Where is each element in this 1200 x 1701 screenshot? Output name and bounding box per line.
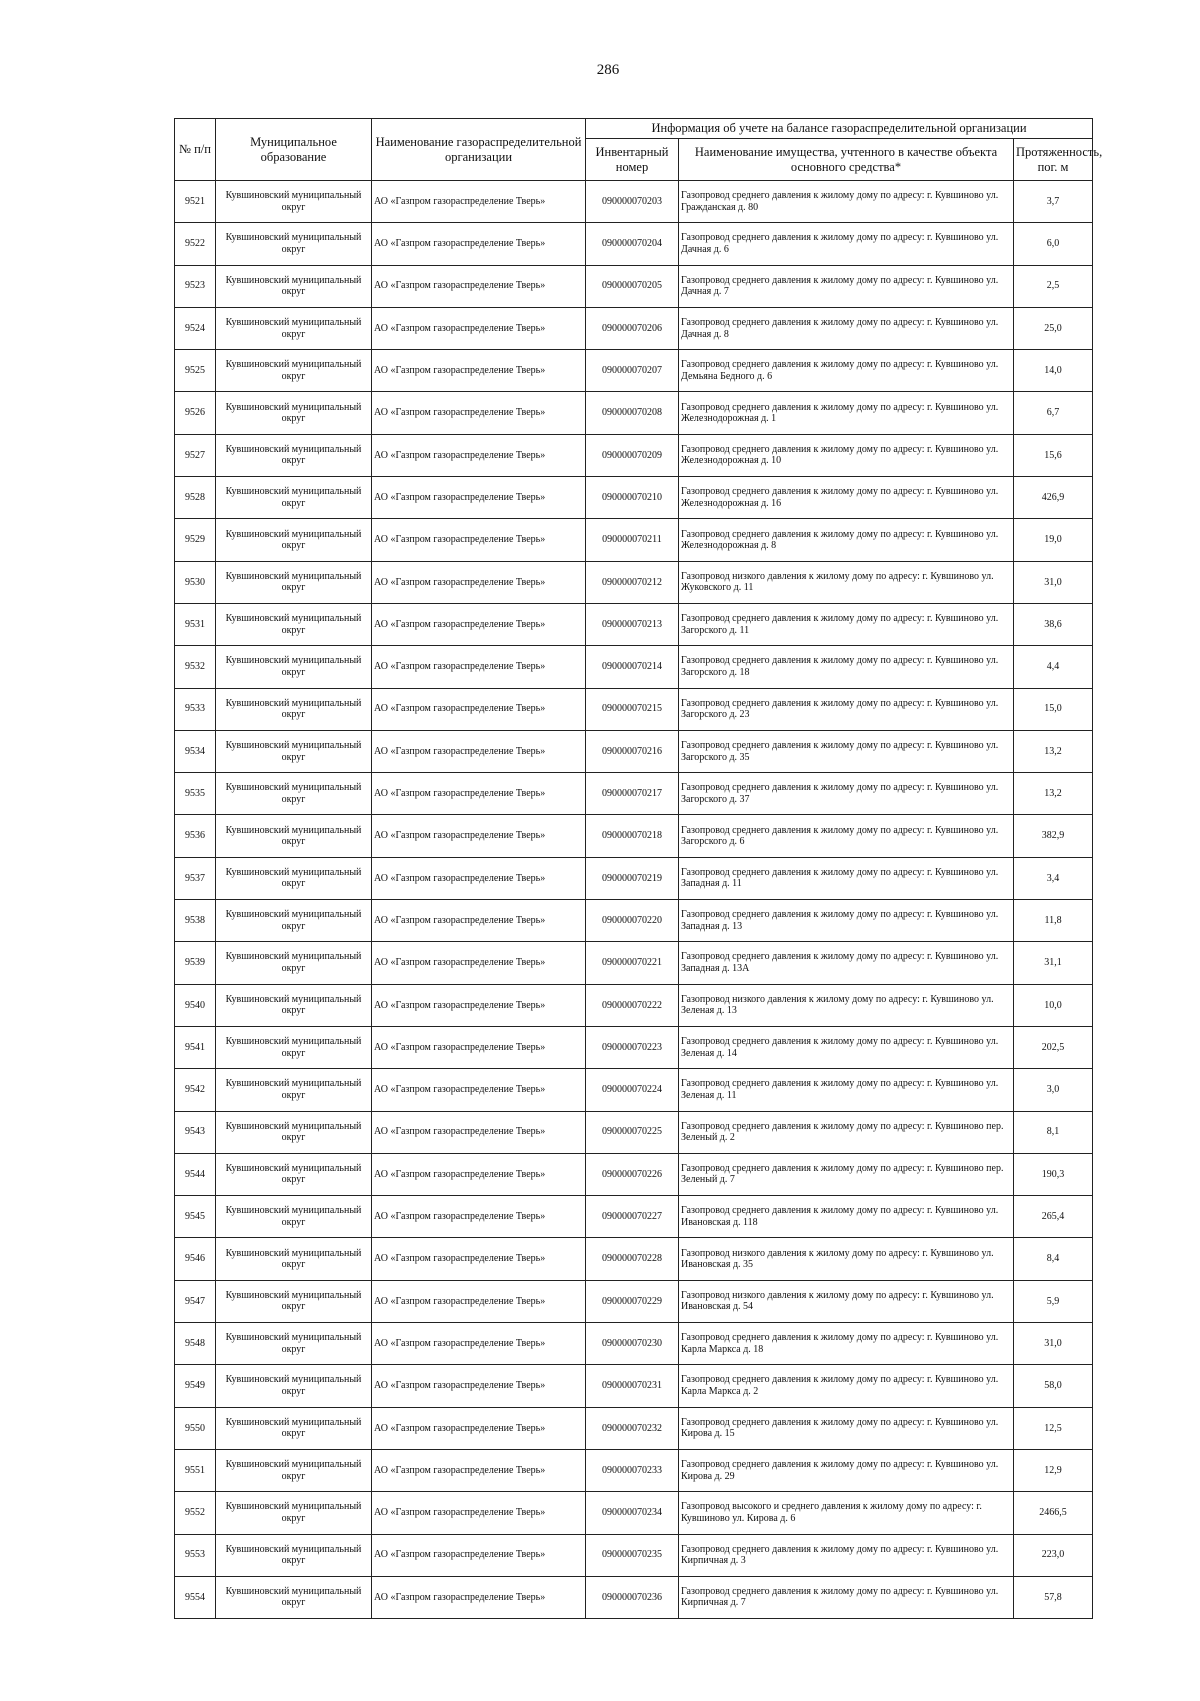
table-row <box>175 730 1093 772</box>
cell-number: 9534 <box>175 730 216 772</box>
cell-organization: АО «Газпром газораспределение Тверь» <box>372 519 586 561</box>
col-header-municipality: Муниципальное образование <box>216 119 372 181</box>
cell-number: 9536 <box>175 815 216 857</box>
cell-inventory: 090000070207 <box>586 350 679 392</box>
cell-number: 9532 <box>175 646 216 688</box>
cell-organization: АО «Газпром газораспределение Тверь» <box>372 1238 586 1280</box>
col-header-inventory: Инвентарный номер <box>586 139 679 181</box>
cell-length: 12,9 <box>1014 1449 1093 1491</box>
cell-property-name: Газопровод среднего давления к жилому дому по адресу: г. Кувшиново ул. Загорского д. 11 <box>679 603 1014 645</box>
cell-length: 13,2 <box>1014 730 1093 772</box>
cell-property-name: Газопровод среднего давления к жилому дому по адресу: г. Кувшиново ул. Зеленая д. 14 <box>679 1026 1014 1068</box>
cell-length: 4,4 <box>1014 646 1093 688</box>
col-header-property-name: Наименование имущества, учтенного в качестве объекта основного средства* <box>679 139 1014 181</box>
cell-organization: АО «Газпром газораспределение Тверь» <box>372 1069 586 1111</box>
cell-municipality: Кувшиновский муниципальный округ <box>216 181 372 223</box>
cell-property-name: Газопровод среднего давления к жилому дому по адресу: г. Кувшиново ул. Железнодорожная д. 8 <box>679 519 1014 561</box>
cell-inventory: 090000070227 <box>586 1196 679 1238</box>
cell-inventory: 090000070220 <box>586 900 679 942</box>
cell-inventory: 090000070216 <box>586 730 679 772</box>
cell-inventory: 090000070235 <box>586 1534 679 1576</box>
cell-length: 31,0 <box>1014 561 1093 603</box>
cell-number: 9521 <box>175 181 216 223</box>
cell-number: 9523 <box>175 265 216 307</box>
cell-length: 13,2 <box>1014 773 1093 815</box>
cell-municipality: Кувшиновский муниципальный округ <box>216 223 372 265</box>
cell-inventory: 090000070212 <box>586 561 679 603</box>
cell-municipality: Кувшиновский муниципальный округ <box>216 1026 372 1068</box>
cell-organization: АО «Газпром газораспределение Тверь» <box>372 223 586 265</box>
cell-inventory: 090000070213 <box>586 603 679 645</box>
cell-municipality: Кувшиновский муниципальный округ <box>216 1196 372 1238</box>
cell-municipality: Кувшиновский муниципальный округ <box>216 1534 372 1576</box>
cell-organization: АО «Газпром газораспределение Тверь» <box>372 392 586 434</box>
cell-property-name: Газопровод среднего давления к жилому дому по адресу: г. Кувшиново пер. Зеленый д. 7 <box>679 1153 1014 1195</box>
cell-property-name: Газопровод среднего давления к жилому дому по адресу: г. Кувшиново ул. Железнодорожная д. 1 <box>679 392 1014 434</box>
cell-number: 9547 <box>175 1280 216 1322</box>
cell-number: 9535 <box>175 773 216 815</box>
cell-property-name: Газопровод среднего давления к жилому дому по адресу: г. Кувшиново ул. Кирова д. 29 <box>679 1449 1014 1491</box>
cell-property-name: Газопровод среднего давления к жилому дому по адресу: г. Кувшиново пер. Зеленый д. 2 <box>679 1111 1014 1153</box>
cell-property-name: Газопровод низкого давления к жилому дому по адресу: г. Кувшиново ул. Жуковского д. 11 <box>679 561 1014 603</box>
cell-municipality: Кувшиновский муниципальный округ <box>216 519 372 561</box>
cell-municipality: Кувшиновский муниципальный округ <box>216 350 372 392</box>
cell-number: 9524 <box>175 307 216 349</box>
cell-number: 9548 <box>175 1323 216 1365</box>
table-row <box>175 1153 1093 1195</box>
cell-municipality: Кувшиновский муниципальный округ <box>216 392 372 434</box>
cell-length: 14,0 <box>1014 350 1093 392</box>
cell-property-name: Газопровод низкого давления к жилому дому по адресу: г. Кувшиново ул. Ивановская д. 54 <box>679 1280 1014 1322</box>
cell-number: 9542 <box>175 1069 216 1111</box>
col-header-organization: Наименование газораспределительной организации <box>372 119 586 181</box>
cell-inventory: 090000070214 <box>586 646 679 688</box>
cell-length: 19,0 <box>1014 519 1093 561</box>
cell-organization: АО «Газпром газораспределение Тверь» <box>372 181 586 223</box>
cell-inventory: 090000070233 <box>586 1449 679 1491</box>
cell-number: 9553 <box>175 1534 216 1576</box>
cell-inventory: 090000070234 <box>586 1492 679 1534</box>
cell-inventory: 090000070232 <box>586 1407 679 1449</box>
cell-number: 9554 <box>175 1576 216 1618</box>
cell-municipality: Кувшиновский муниципальный округ <box>216 984 372 1026</box>
cell-inventory: 090000070206 <box>586 307 679 349</box>
table-row <box>175 603 1093 645</box>
table-row <box>175 1111 1093 1153</box>
cell-property-name: Газопровод среднего давления к жилому дому по адресу: г. Кувшиново ул. Загорского д. 37 <box>679 773 1014 815</box>
cell-municipality: Кувшиновский муниципальный округ <box>216 1280 372 1322</box>
cell-organization: АО «Газпром газораспределение Тверь» <box>372 1365 586 1407</box>
table-row <box>175 181 1093 223</box>
cell-organization: АО «Газпром газораспределение Тверь» <box>372 1492 586 1534</box>
cell-length: 202,5 <box>1014 1026 1093 1068</box>
cell-property-name: Газопровод среднего давления к жилому дому по адресу: г. Кувшиново ул. Западная д. 11 <box>679 857 1014 899</box>
cell-property-name: Газопровод среднего давления к жилому дому по адресу: г. Кувшиново ул. Железнодорожная д. 10 <box>679 434 1014 476</box>
cell-inventory: 090000070205 <box>586 265 679 307</box>
cell-inventory: 090000070229 <box>586 1280 679 1322</box>
cell-organization: АО «Газпром газораспределение Тверь» <box>372 815 586 857</box>
cell-municipality: Кувшиновский муниципальный округ <box>216 477 372 519</box>
cell-property-name: Газопровод среднего давления к жилому дому по адресу: г. Кувшиново ул. Западная д. 13 <box>679 900 1014 942</box>
cell-organization: АО «Газпром газораспределение Тверь» <box>372 1111 586 1153</box>
cell-inventory: 090000070228 <box>586 1238 679 1280</box>
cell-inventory: 090000070204 <box>586 223 679 265</box>
cell-property-name: Газопровод среднего давления к жилому дому по адресу: г. Кувшиново ул. Дачная д. 6 <box>679 223 1014 265</box>
table-row <box>175 1280 1093 1322</box>
table-row <box>175 307 1093 349</box>
cell-length: 3,0 <box>1014 1069 1093 1111</box>
cell-number: 9528 <box>175 477 216 519</box>
cell-number: 9525 <box>175 350 216 392</box>
cell-municipality: Кувшиновский муниципальный округ <box>216 603 372 645</box>
cell-organization: АО «Газпром газораспределение Тверь» <box>372 984 586 1026</box>
table-row <box>175 1492 1093 1534</box>
cell-length: 15,6 <box>1014 434 1093 476</box>
cell-municipality: Кувшиновский муниципальный округ <box>216 1323 372 1365</box>
cell-length: 11,8 <box>1014 900 1093 942</box>
cell-organization: АО «Газпром газораспределение Тверь» <box>372 1026 586 1068</box>
cell-property-name: Газопровод среднего давления к жилому дому по адресу: г. Кувшиново ул. Карла Маркса д. 2 <box>679 1365 1014 1407</box>
cell-property-name: Газопровод среднего давления к жилому дому по адресу: г. Кувшиново ул. Кирпичная д. 7 <box>679 1576 1014 1618</box>
cell-number: 9543 <box>175 1111 216 1153</box>
cell-inventory: 090000070219 <box>586 857 679 899</box>
cell-length: 8,4 <box>1014 1238 1093 1280</box>
cell-organization: АО «Газпром газораспределение Тверь» <box>372 307 586 349</box>
cell-inventory: 090000070221 <box>586 942 679 984</box>
cell-organization: АО «Газпром газораспределение Тверь» <box>372 646 586 688</box>
cell-property-name: Газопровод среднего давления к жилому дому по адресу: г. Кувшиново ул. Зеленая д. 11 <box>679 1069 1014 1111</box>
cell-number: 9537 <box>175 857 216 899</box>
cell-length: 58,0 <box>1014 1365 1093 1407</box>
cell-inventory: 090000070203 <box>586 181 679 223</box>
cell-length: 31,1 <box>1014 942 1093 984</box>
cell-length: 426,9 <box>1014 477 1093 519</box>
cell-municipality: Кувшиновский муниципальный округ <box>216 1576 372 1618</box>
table-row <box>175 646 1093 688</box>
cell-organization: АО «Газпром газораспределение Тверь» <box>372 350 586 392</box>
cell-length: 57,8 <box>1014 1576 1093 1618</box>
cell-number: 9539 <box>175 942 216 984</box>
cell-number: 9545 <box>175 1196 216 1238</box>
cell-property-name: Газопровод среднего давления к жилому дому по адресу: г. Кувшиново ул. Дачная д. 8 <box>679 307 1014 349</box>
cell-organization: АО «Газпром газораспределение Тверь» <box>372 434 586 476</box>
cell-length: 25,0 <box>1014 307 1093 349</box>
table-row <box>175 561 1093 603</box>
cell-organization: АО «Газпром газораспределение Тверь» <box>372 1153 586 1195</box>
cell-organization: АО «Газпром газораспределение Тверь» <box>372 1407 586 1449</box>
table-row <box>175 1534 1093 1576</box>
cell-municipality: Кувшиновский муниципальный округ <box>216 1153 372 1195</box>
cell-number: 9541 <box>175 1026 216 1068</box>
cell-number: 9544 <box>175 1153 216 1195</box>
cell-number: 9529 <box>175 519 216 561</box>
cell-property-name: Газопровод среднего давления к жилому дому по адресу: г. Кувшиново ул. Загорского д. 23 <box>679 688 1014 730</box>
cell-property-name: Газопровод среднего давления к жилому дому по адресу: г. Кувшиново ул. Загорского д. 35 <box>679 730 1014 772</box>
table-row <box>175 519 1093 561</box>
cell-number: 9551 <box>175 1449 216 1491</box>
cell-organization: АО «Газпром газораспределение Тверь» <box>372 1576 586 1618</box>
col-header-length: Протяженность, пог. м <box>1014 139 1093 181</box>
cell-length: 6,7 <box>1014 392 1093 434</box>
cell-length: 8,1 <box>1014 1111 1093 1153</box>
cell-number: 9549 <box>175 1365 216 1407</box>
cell-property-name: Газопровод среднего давления к жилому дому по адресу: г. Кувшиново ул. Кирова д. 15 <box>679 1407 1014 1449</box>
cell-organization: АО «Газпром газораспределение Тверь» <box>372 265 586 307</box>
cell-inventory: 090000070217 <box>586 773 679 815</box>
cell-municipality: Кувшиновский муниципальный округ <box>216 646 372 688</box>
cell-length: 3,7 <box>1014 181 1093 223</box>
cell-inventory: 090000070236 <box>586 1576 679 1618</box>
cell-length: 190,3 <box>1014 1153 1093 1195</box>
cell-inventory: 090000070218 <box>586 815 679 857</box>
cell-number: 9538 <box>175 900 216 942</box>
register-table <box>174 118 1103 1619</box>
cell-length: 223,0 <box>1014 1534 1093 1576</box>
cell-length: 3,4 <box>1014 857 1093 899</box>
cell-number: 9531 <box>175 603 216 645</box>
table-row <box>175 1196 1093 1238</box>
table-row <box>175 477 1093 519</box>
table-row <box>175 900 1093 942</box>
cell-municipality: Кувшиновский муниципальный округ <box>216 561 372 603</box>
table-row <box>175 688 1093 730</box>
cell-property-name: Газопровод низкого давления к жилому дому по адресу: г. Кувшиново ул. Ивановская д. 35 <box>679 1238 1014 1280</box>
cell-length: 15,0 <box>1014 688 1093 730</box>
cell-number: 9546 <box>175 1238 216 1280</box>
cell-length: 382,9 <box>1014 815 1093 857</box>
cell-property-name: Газопровод низкого давления к жилому дому по адресу: г. Кувшиново ул. Зеленая д. 13 <box>679 984 1014 1026</box>
cell-inventory: 090000070209 <box>586 434 679 476</box>
cell-inventory: 090000070226 <box>586 1153 679 1195</box>
cell-municipality: Кувшиновский муниципальный округ <box>216 857 372 899</box>
table-row <box>175 392 1093 434</box>
cell-organization: АО «Газпром газораспределение Тверь» <box>372 1449 586 1491</box>
cell-organization: АО «Газпром газораспределение Тверь» <box>372 942 586 984</box>
cell-length: 31,0 <box>1014 1323 1093 1365</box>
table-row <box>175 265 1093 307</box>
cell-property-name: Газопровод среднего давления к жилому дому по адресу: г. Кувшиново ул. Карла Маркса д. 18 <box>679 1323 1014 1365</box>
table-row <box>175 1238 1093 1280</box>
col-header-balance-info: Информация об учете на балансе газораспределительной организации <box>586 119 1093 139</box>
cell-number: 9527 <box>175 434 216 476</box>
cell-length: 10,0 <box>1014 984 1093 1026</box>
cell-municipality: Кувшиновский муниципальный округ <box>216 307 372 349</box>
cell-inventory: 090000070230 <box>586 1323 679 1365</box>
cell-organization: АО «Газпром газораспределение Тверь» <box>372 900 586 942</box>
cell-inventory: 090000070210 <box>586 477 679 519</box>
cell-municipality: Кувшиновский муниципальный округ <box>216 1449 372 1491</box>
cell-number: 9552 <box>175 1492 216 1534</box>
cell-property-name: Газопровод высокого и среднего давления к жилому дому по адресу: г. Кувшиново ул. Кирова д. 6 <box>679 1492 1014 1534</box>
table-row <box>175 1407 1093 1449</box>
cell-organization: АО «Газпром газораспределение Тверь» <box>372 477 586 519</box>
cell-property-name: Газопровод среднего давления к жилому дому по адресу: г. Кувшиново ул. Ивановская д. 118 <box>679 1196 1014 1238</box>
cell-inventory: 090000070224 <box>586 1069 679 1111</box>
cell-number: 9533 <box>175 688 216 730</box>
cell-length: 12,5 <box>1014 1407 1093 1449</box>
cell-municipality: Кувшиновский муниципальный округ <box>216 773 372 815</box>
cell-number: 9530 <box>175 561 216 603</box>
table-row <box>175 1365 1093 1407</box>
cell-municipality: Кувшиновский муниципальный округ <box>216 730 372 772</box>
cell-property-name: Газопровод среднего давления к жилому дому по адресу: г. Кувшиново ул. Гражданская д. 80 <box>679 181 1014 223</box>
cell-number: 9526 <box>175 392 216 434</box>
cell-municipality: Кувшиновский муниципальный округ <box>216 942 372 984</box>
cell-inventory: 090000070211 <box>586 519 679 561</box>
cell-length: 38,6 <box>1014 603 1093 645</box>
cell-municipality: Кувшиновский муниципальный округ <box>216 815 372 857</box>
cell-organization: АО «Газпром газораспределение Тверь» <box>372 688 586 730</box>
cell-organization: АО «Газпром газораспределение Тверь» <box>372 1196 586 1238</box>
table-row <box>175 773 1093 815</box>
table-row <box>175 1449 1093 1491</box>
cell-length: 2466,5 <box>1014 1492 1093 1534</box>
cell-organization: АО «Газпром газораспределение Тверь» <box>372 603 586 645</box>
col-header-number: № п/п <box>175 119 216 181</box>
cell-organization: АО «Газпром газораспределение Тверь» <box>372 561 586 603</box>
cell-property-name: Газопровод среднего давления к жилому дому по адресу: г. Кувшиново ул. Западная д. 13А <box>679 942 1014 984</box>
table-row <box>175 350 1093 392</box>
table-row <box>175 223 1093 265</box>
cell-number: 9540 <box>175 984 216 1026</box>
table-row <box>175 1576 1093 1618</box>
table-row <box>175 815 1093 857</box>
cell-inventory: 090000070231 <box>586 1365 679 1407</box>
cell-municipality: Кувшиновский муниципальный округ <box>216 688 372 730</box>
cell-municipality: Кувшиновский муниципальный округ <box>216 1492 372 1534</box>
cell-inventory: 090000070215 <box>586 688 679 730</box>
table-row <box>175 1069 1093 1111</box>
table-row <box>175 1026 1093 1068</box>
cell-organization: АО «Газпром газораспределение Тверь» <box>372 1323 586 1365</box>
cell-organization: АО «Газпром газораспределение Тверь» <box>372 1280 586 1322</box>
cell-municipality: Кувшиновский муниципальный округ <box>216 1111 372 1153</box>
cell-property-name: Газопровод среднего давления к жилому дому по адресу: г. Кувшиново ул. Загорского д. 6 <box>679 815 1014 857</box>
cell-organization: АО «Газпром газораспределение Тверь» <box>372 1534 586 1576</box>
table-row <box>175 1323 1093 1365</box>
table-header <box>175 119 1103 181</box>
cell-property-name: Газопровод среднего давления к жилому дому по адресу: г. Кувшиново ул. Железнодорожная д. 16 <box>679 477 1014 519</box>
cell-length: 265,4 <box>1014 1196 1093 1238</box>
cell-number: 9550 <box>175 1407 216 1449</box>
cell-inventory: 090000070223 <box>586 1026 679 1068</box>
cell-property-name: Газопровод среднего давления к жилому дому по адресу: г. Кувшиново ул. Дачная д. 7 <box>679 265 1014 307</box>
table-row <box>175 984 1093 1026</box>
cell-property-name: Газопровод среднего давления к жилому дому по адресу: г. Кувшиново ул. Кирпичная д. 3 <box>679 1534 1014 1576</box>
cell-municipality: Кувшиновский муниципальный округ <box>216 265 372 307</box>
cell-property-name: Газопровод среднего давления к жилому дому по адресу: г. Кувшиново ул. Загорского д. 18 <box>679 646 1014 688</box>
cell-property-name: Газопровод среднего давления к жилому дому по адресу: г. Кувшиново ул. Демьяна Бедного д. 6 <box>679 350 1014 392</box>
cell-inventory: 090000070225 <box>586 1111 679 1153</box>
cell-municipality: Кувшиновский муниципальный округ <box>216 1069 372 1111</box>
cell-number: 9522 <box>175 223 216 265</box>
cell-municipality: Кувшиновский муниципальный округ <box>216 1407 372 1449</box>
table-row <box>175 857 1093 899</box>
cell-inventory: 090000070222 <box>586 984 679 1026</box>
cell-organization: АО «Газпром газораспределение Тверь» <box>372 857 586 899</box>
cell-organization: АО «Газпром газораспределение Тверь» <box>372 773 586 815</box>
cell-municipality: Кувшиновский муниципальный округ <box>216 434 372 476</box>
cell-municipality: Кувшиновский муниципальный округ <box>216 900 372 942</box>
cell-organization: АО «Газпром газораспределение Тверь» <box>372 730 586 772</box>
cell-length: 6,0 <box>1014 223 1093 265</box>
table-row <box>175 942 1093 984</box>
page-number: 286 <box>596 62 620 78</box>
cell-length: 2,5 <box>1014 265 1093 307</box>
cell-municipality: Кувшиновский муниципальный округ <box>216 1238 372 1280</box>
cell-municipality: Кувшиновский муниципальный округ <box>216 1365 372 1407</box>
table-body <box>175 181 1093 1619</box>
cell-length: 5,9 <box>1014 1280 1093 1322</box>
cell-inventory: 090000070208 <box>586 392 679 434</box>
table-row <box>175 434 1093 476</box>
